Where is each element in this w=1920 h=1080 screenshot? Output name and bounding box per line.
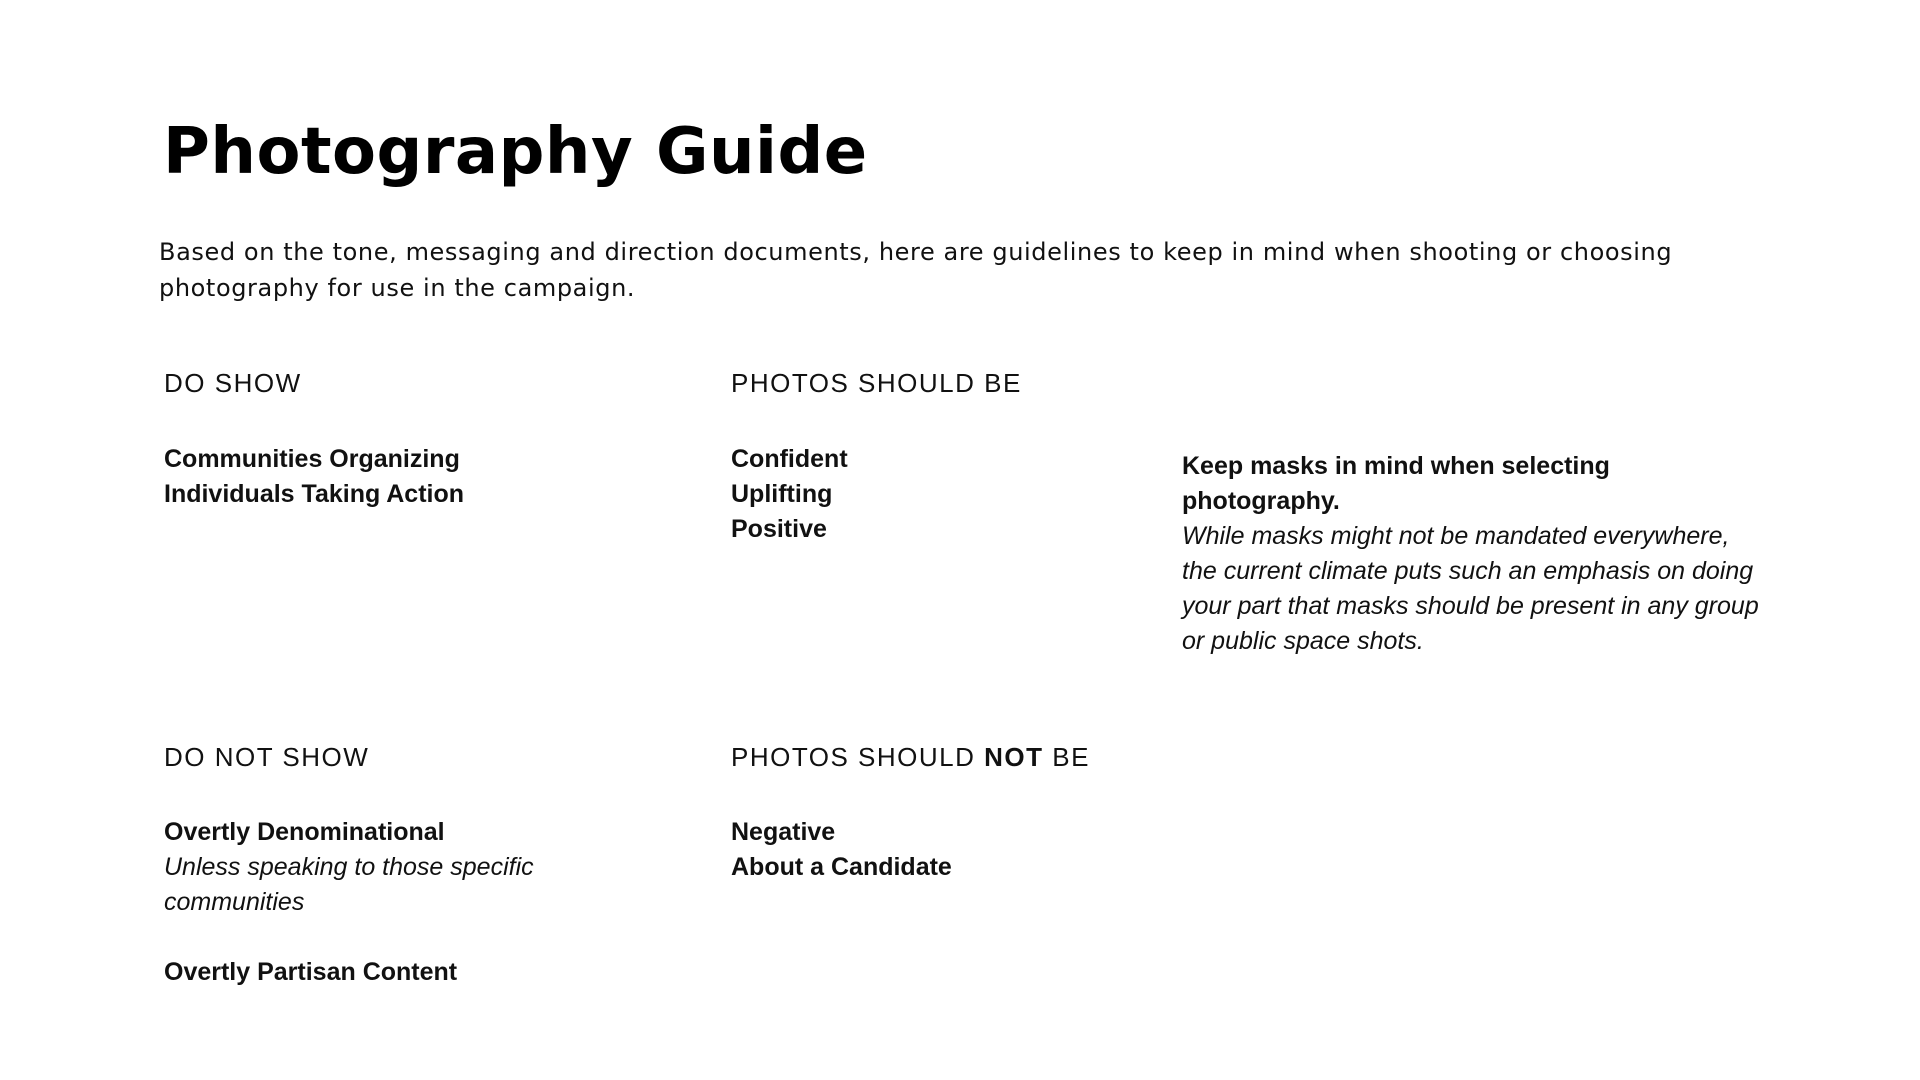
masks-note: [1182, 449, 1762, 659]
do-not-show-item-overtly-denominational: Overtly Denominational: [164, 818, 445, 846]
should-be-item-positive: Positive: [731, 515, 827, 543]
do-show-item-communities-organizing: Communities Organizing: [164, 445, 460, 473]
do-show-heading: DO SHOW: [164, 368, 302, 398]
page-title: Photography Guide: [163, 115, 868, 189]
do-not-show-item-note: Unless speaking to those specific communities: [164, 853, 534, 916]
photos-should-not-be-list: [731, 815, 952, 885]
should-not-be-item-negative: Negative: [731, 818, 836, 846]
intro-paragraph: Based on the tone, messaging and direction documents, here are guidelines to keep in mind when shooting or choosing photography for use in the campaign.: [159, 238, 1673, 302]
heading-emphasis-not: NOT: [984, 742, 1044, 772]
do-show-item-individuals-taking-action: Individuals Taking Action: [164, 480, 465, 508]
do-not-show-list: [164, 815, 604, 990]
should-be-item-uplifting: Uplifting: [731, 480, 833, 508]
masks-note-body: While masks might not be mandated everywhere, the current climate puts such an emphasis on doing your part that masks should be present in any group or public space shots.: [1182, 522, 1759, 655]
photos-should-not-be-heading: [731, 740, 1090, 774]
should-be-item-confident: Confident: [731, 445, 848, 473]
photos-should-be-list: [731, 442, 848, 547]
photos-should-be-heading: PHOTOS SHOULD BE: [731, 368, 1022, 398]
do-show-list: [164, 442, 464, 512]
heading-suffix: BE: [1043, 742, 1090, 772]
masks-note-heading: Keep masks in mind when selecting photography.: [1182, 452, 1610, 515]
do-not-show-item-overtly-partisan: Overtly Partisan Content: [164, 958, 458, 986]
should-not-be-item-about-candidate: About a Candidate: [731, 853, 952, 881]
heading-prefix: PHOTOS SHOULD: [731, 742, 985, 772]
list-spacer: [164, 920, 604, 955]
do-not-show-heading: DO NOT SHOW: [164, 742, 370, 772]
